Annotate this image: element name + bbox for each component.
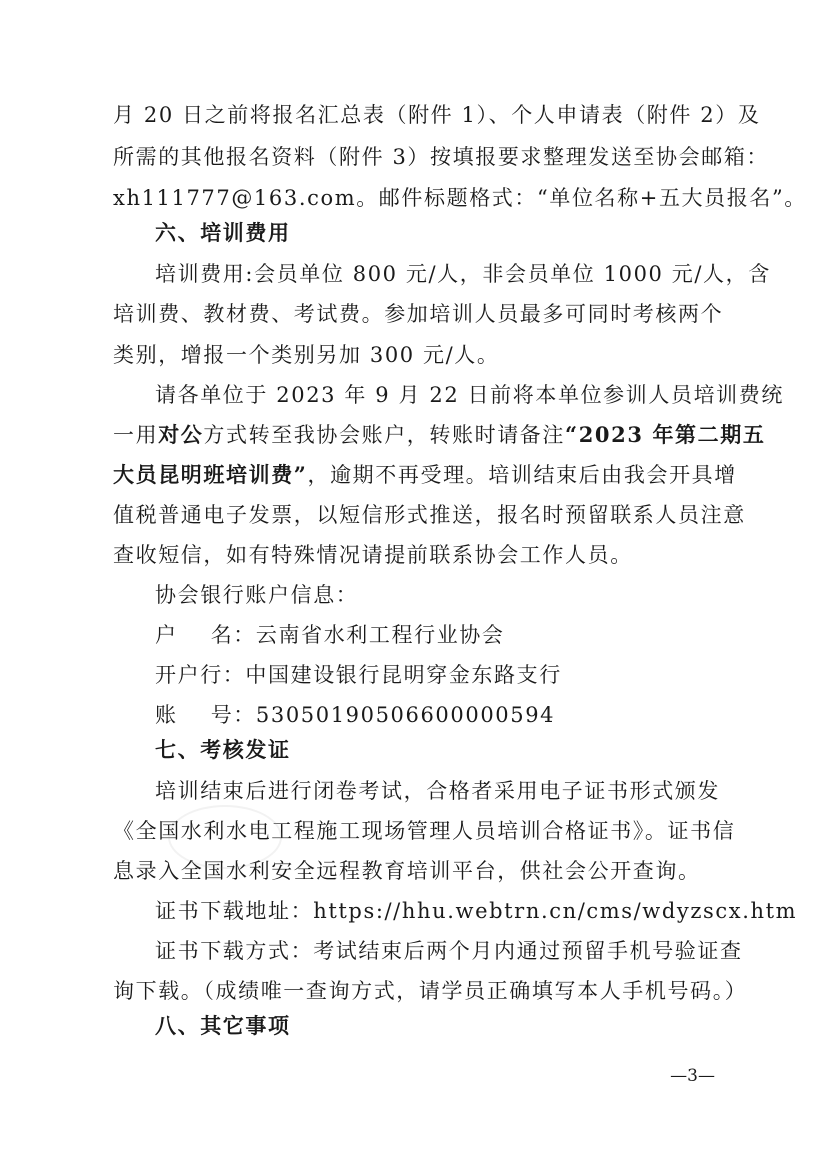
text-span: ，逾期不再受理。培训结束后由我会开具增 <box>307 463 737 487</box>
text-line: 所需的其他报名资料（附件 3）按填报要求整理发送至协会邮箱： <box>113 145 770 169</box>
text-line: xh111777@163.com。邮件标题格式：“单位名称+五大员报名”。 <box>113 186 807 210</box>
text-line: 查收短信，如有特殊情况请提前联系协会工作人员。 <box>113 543 633 567</box>
bank-account-name: 户 名：云南省水利工程行业协会 <box>155 623 505 647</box>
text-line: 培训费用:会员单位 800 元/人，非会员单位 1000 元/人，含 <box>155 262 771 286</box>
bold-text: “2023 年第二期五 <box>565 422 766 447</box>
text-line: 值税普通电子发票，以短信形式推送，报名时预留联系人员注意 <box>113 503 746 527</box>
page-number: —3— <box>670 1066 715 1086</box>
certificate-download-url: 证书下载地址：https://hhu.webtrn.cn/cms/wdyzscx.htm <box>155 899 798 923</box>
text-line: 《全国水利水电工程施工现场管理人员培训合格证书》。证书信 <box>113 819 736 843</box>
text-line: 请各单位于 2023 年 9 月 22 日前将本单位参训人员培训费统 <box>155 383 784 407</box>
text-line <box>113 461 737 489</box>
faint-seal-mark <box>168 805 282 869</box>
text-line: 培训结束后进行闭卷考试，合格者采用电子证书形式颁发 <box>155 779 720 803</box>
text-span: 一用 <box>113 423 159 447</box>
text-span: 方式转至我协会账户，转账时请备注 <box>203 423 566 447</box>
bank-branch: 开户行：中国建设银行昆明穿金东路支行 <box>155 663 562 687</box>
text-line: 证书下载方式：考试结束后两个月内通过预留手机号验证查 <box>155 939 743 963</box>
section-heading-certification: 七、考核发证 <box>155 738 291 762</box>
bank-account-number: 账 号：53050190506600000594 <box>155 703 556 727</box>
text-line: 询下载。（成绩唯一查询方式，请学员正确填写本人手机号码。） <box>113 979 748 1003</box>
text-line <box>113 421 765 449</box>
text-line: 培训费、教材费、考试费。参加培训人员最多可同时考核两个 <box>113 302 724 326</box>
bank-info-title: 协会银行账户信息： <box>155 583 359 607</box>
bold-text: 对公 <box>158 422 204 447</box>
section-heading-fees: 六、培训费用 <box>155 221 291 245</box>
text-line: 息录入全国水利安全远程教育培训平台，供社会公开查询。 <box>113 859 701 883</box>
section-heading-other: 八、其它事项 <box>155 1014 291 1038</box>
text-line: 类别，增报一个类别另加 300 元/人。 <box>113 343 500 367</box>
bold-text: 大员昆明班培训费” <box>113 462 308 487</box>
text-line: 月 20 日之前将报名汇总表（附件 1）、个人申请表（附件 2）及 <box>113 103 761 127</box>
